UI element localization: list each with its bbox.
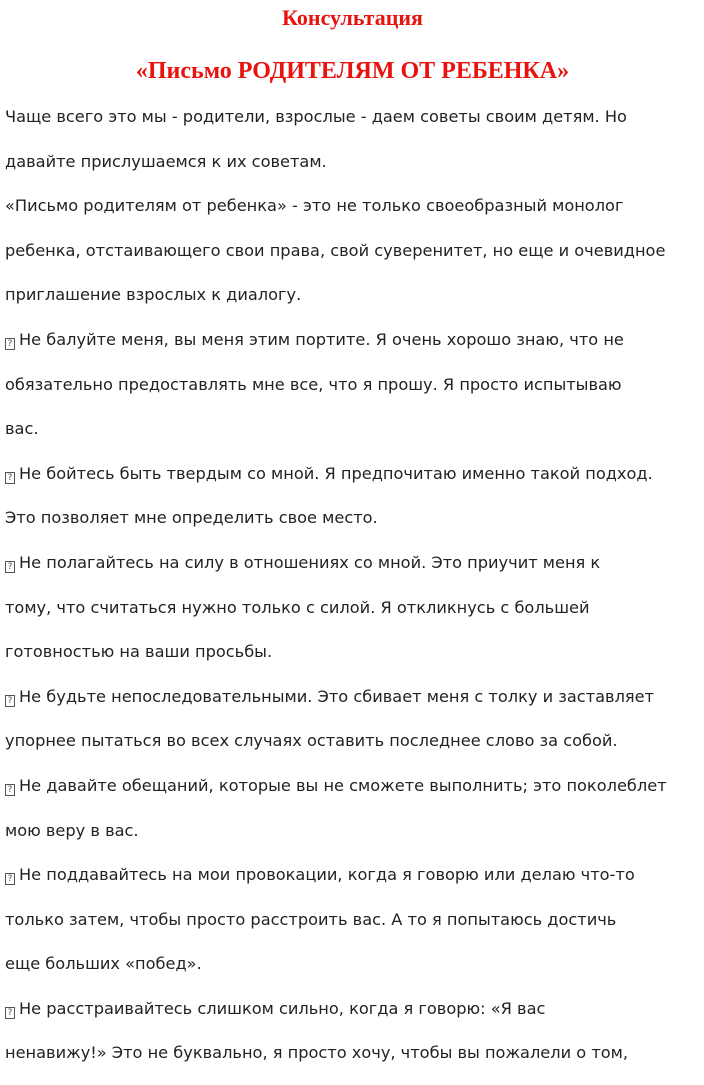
bullet-line	[5, 459, 700, 504]
line-text: «Письмо родителям от ребенка» - это не только своеобразный монолог	[5, 196, 624, 216]
missing-glyph-icon: ?	[5, 1007, 15, 1019]
line-text: Не давайте обещаний, которые вы не сможете выполнить; это поколеблет	[19, 775, 667, 795]
line-text: Не расстраивайтесь слишком сильно, когда я говорю: «Я вас	[19, 998, 546, 1018]
line-text: готовностью на ваши просьбы.	[5, 642, 273, 662]
line-text: еще больших «побед».	[5, 954, 202, 974]
text-line	[5, 593, 700, 638]
line-text: вас.	[5, 419, 39, 439]
line-text: тому, что считаться нужно только с силой. Я откликнусь с большей	[5, 597, 590, 617]
text-line	[5, 147, 700, 192]
document-title: Консультация	[282, 5, 423, 30]
text-line	[5, 414, 700, 459]
line-text: мою веру в вас.	[5, 820, 139, 840]
bullet-line	[5, 860, 700, 905]
line-text: упорнее пытаться во всех случаях оставить последнее слово за собой.	[5, 731, 618, 751]
line-text: только затем, чтобы просто расстроить вас. А то я попытаюсь достичь	[5, 909, 617, 929]
document-subtitle: «Письмо РОДИТЕЛЯМ ОТ РЕБЕНКА»	[135, 58, 570, 84]
text-line	[5, 726, 700, 771]
text-line	[5, 503, 700, 548]
missing-glyph-icon: ?	[5, 561, 15, 573]
missing-glyph-icon: ?	[5, 873, 15, 885]
text-line	[5, 236, 700, 281]
line-text: обязательно предоставлять мне все, что я прошу. Я просто испытываю	[5, 374, 622, 394]
text-line	[5, 1038, 700, 1083]
text-line	[5, 637, 700, 682]
bullet-line	[5, 682, 700, 727]
text-line	[5, 102, 700, 147]
line-text: давайте прислушаемся к их советам.	[5, 151, 327, 171]
line-text: ненавижу!» Это не буквально, я просто хочу, чтобы вы пожалели о том,	[5, 1043, 629, 1063]
bullet-line	[5, 771, 700, 816]
line-text: приглашение взрослых к диалогу.	[5, 285, 302, 305]
document-body	[5, 102, 700, 1083]
line-text: ребенка, отстаивающего свои права, свой суверенитет, но еще и очевидное	[5, 240, 666, 260]
line-text: Не будьте непоследовательными. Это сбивает меня с толку и заставляет	[19, 686, 655, 706]
bullet-line	[5, 994, 700, 1039]
missing-glyph-icon: ?	[5, 338, 15, 350]
missing-glyph-icon: ?	[5, 472, 15, 484]
bullet-line	[5, 325, 700, 370]
line-text: Не балуйте меня, вы меня этим портите. Я очень хорошо знаю, что не	[19, 329, 624, 349]
missing-glyph-icon: ?	[5, 695, 15, 707]
line-text: Не полагайтесь на силу в отношениях со мной. Это приучит меня к	[19, 552, 601, 572]
text-line	[5, 816, 700, 861]
bullet-line	[5, 548, 700, 593]
line-text: Не поддавайтесь на мои провокации, когда я говорю или делаю что-то	[19, 865, 635, 885]
line-text: Это позволяет мне определить свое место.	[5, 508, 378, 528]
line-text: Чаще всего это мы - родители, взрослые - даем советы своим детям. Но	[5, 107, 627, 126]
text-line	[5, 905, 700, 950]
text-line	[5, 949, 700, 994]
text-line	[5, 370, 700, 415]
text-line	[5, 280, 700, 325]
missing-glyph-icon: ?	[5, 784, 15, 796]
text-line	[5, 191, 700, 236]
line-text: Не бойтесь быть твердым со мной. Я предпочитаю именно такой подход.	[19, 463, 653, 483]
